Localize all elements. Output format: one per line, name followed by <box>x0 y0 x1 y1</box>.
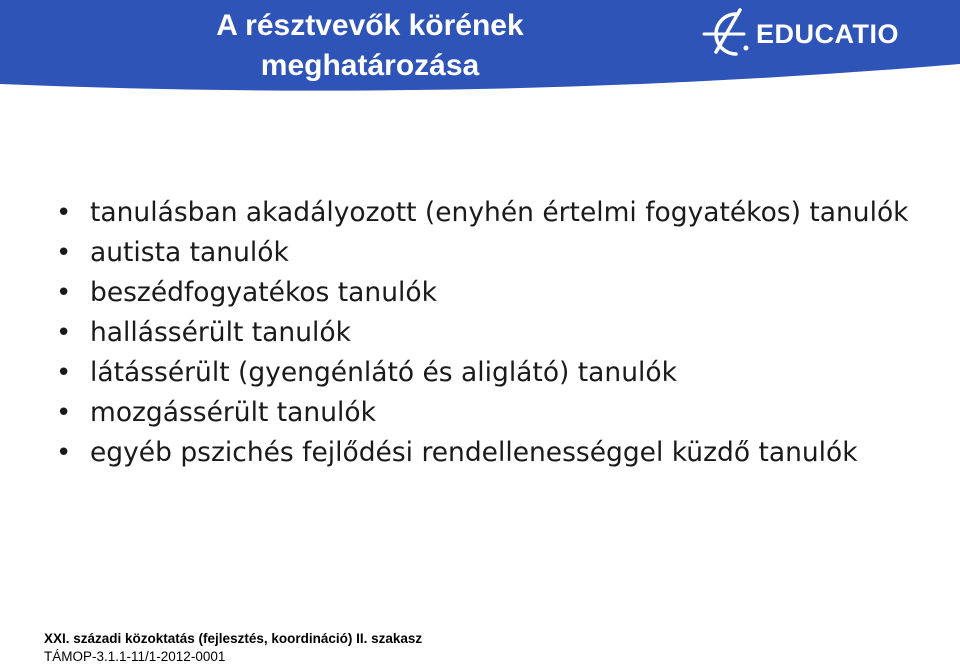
list-item-text: mozgássérült tanulók <box>90 397 376 428</box>
list-item-text: autista tanulók <box>90 237 289 268</box>
title-line-1: A résztvevők körének <box>216 9 524 42</box>
participants-list <box>52 193 912 473</box>
logo-text: EDUCATIO <box>756 19 899 49</box>
educatio-logo <box>700 4 930 62</box>
bullet-marker: • <box>56 318 72 348</box>
page-title <box>160 6 580 86</box>
footer <box>44 630 422 666</box>
title-line-2: meghatározása <box>260 49 480 82</box>
list-item-text: látássérült (gyengénlátó és aliglátó) tanulók <box>90 357 677 388</box>
list-item <box>52 313 912 353</box>
list-item <box>52 273 912 313</box>
list-item <box>52 353 912 393</box>
bullet-marker: • <box>56 238 72 268</box>
educatio-logo-icon <box>700 4 756 62</box>
list-item-text: hallássérült tanulók <box>90 317 351 348</box>
bullet-marker: • <box>56 278 72 308</box>
bullet-marker: • <box>56 358 72 388</box>
footer-program-name: XXI. századi közoktatás (fejlesztés, koordináció) II. szakasz <box>44 631 423 646</box>
bullet-marker: • <box>56 398 72 428</box>
list-item <box>52 233 912 273</box>
list-item <box>52 193 912 233</box>
bullet-marker: • <box>56 198 72 228</box>
header-banner <box>0 0 960 110</box>
list-item <box>52 393 912 433</box>
list-item-text: beszédfogyatékos tanulók <box>90 277 437 308</box>
list-item-text: tanulásban akadályozott (enyhén értelmi fogyatékos) tanulók <box>90 197 909 228</box>
list-item-text: egyéb pszichés fejlődési rendellenességgel küzdő tanulók <box>90 437 858 468</box>
bullet-marker: • <box>56 438 72 468</box>
list-item <box>52 433 912 473</box>
footer-project-code: TÁMOP-3.1.1-11/1-2012-0001 <box>44 649 226 664</box>
